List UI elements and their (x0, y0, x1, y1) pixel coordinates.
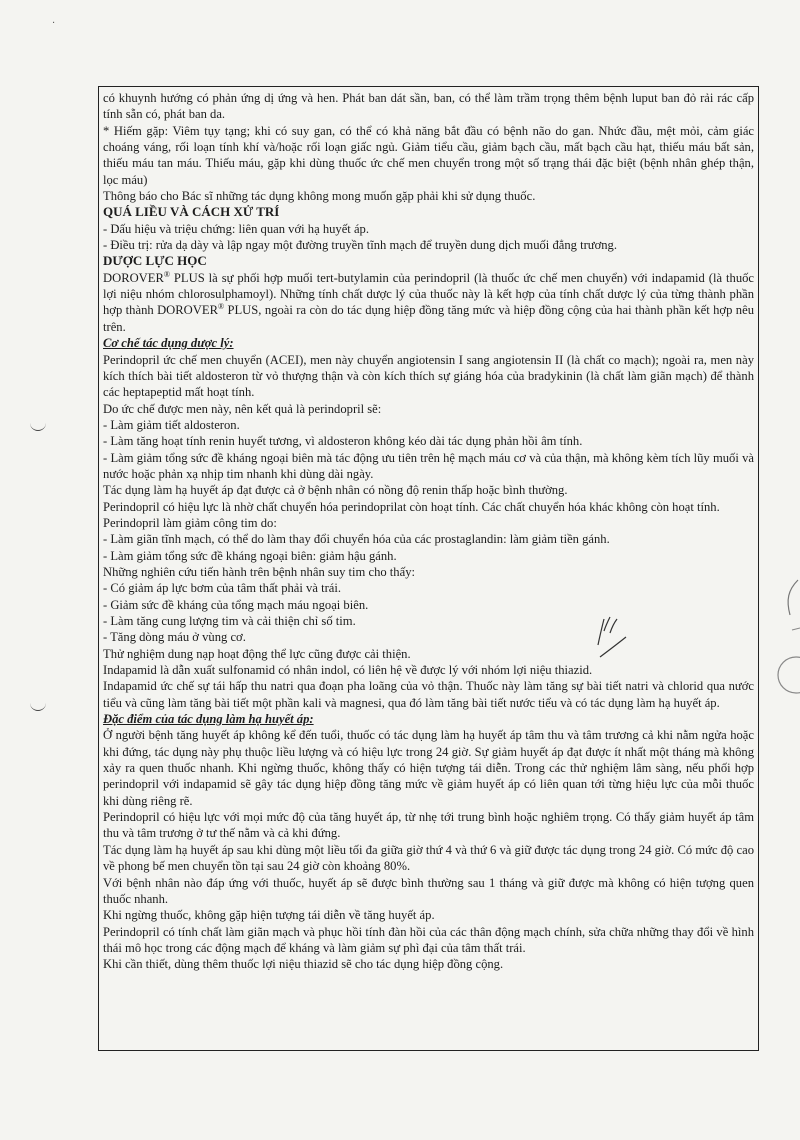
edge-stamp-mark (760, 560, 800, 720)
paragraph-text: DOROVER (103, 270, 164, 285)
body-paragraph: Perindopril có hiệu lực là nhờ chất chuyển hóa perindoprilat còn hoạt tính. Các chất chuyển hóa khác không còn hoạt tính. (103, 499, 720, 514)
body-paragraph: Thử nghiệm dung nạp hoạt động thể lực cũng được cải thiện. (103, 646, 411, 661)
body-paragraph: Indapamid ức chế sự tái hấp thu natri qua đoạn pha loãng của vỏ thận. Thuốc này làm tăng sự bài tiết natri và chlorid qua nước tiểu và cũng làm tăng bài tiết một phần kali và magnesi, qua đó làm tăng bài tiết nước tiểu và có tác dụng làm hạ huyết áp. (103, 679, 754, 710)
punch-hole-mark (30, 700, 46, 711)
section-heading: DƯỢC LỰC HỌC (103, 253, 207, 269)
body-paragraph: Do ức chế được men này, nên kết quả là perindopril sẽ: (103, 401, 382, 416)
body-paragraph: Những nghiên cứu tiến hành trên bệnh nhân suy tim cho thấy: (103, 564, 415, 579)
document-body (98, 86, 759, 1051)
body-paragraph: Ở người bệnh tăng huyết áp không kể đến tuổi, thuốc có tác dụng làm hạ huyết áp tâm thu và tâm trương cả khi nằm ngửa hoặc khi đứng, tác dụng này phụ thuộc liều lượng và có hiệu lực trong 24 giờ. Sự giảm huyết áp đạt được ít nhất một tháng mà không xảy ra quen thuốc nhanh. Khi ngừng thuốc, không thấy có hiện tượng tái diễn. Trong các thử nghiệm lâm sàng, nếu phối hợp perindopril với indapamid sẽ gây tác dụng hiệp đồng tăng mức về giảm huyết áp có liên quan tới từng hiệu lực của mỗi thuốc khi dùng riêng rẽ. (103, 728, 754, 808)
body-paragraph: Perindopril có hiệu lực với mọi mức độ của tăng huyết áp, từ nhẹ tới trung bình hoặc nghiêm trọng. Có thấy giảm huyết áp tâm thu và tâm trương ở tư thế nằm và cả khi đứng. (103, 810, 754, 841)
body-paragraph: - Làm tăng cung lượng tim và cải thiện chỉ số tim. (103, 614, 356, 628)
body-paragraph: - Tăng dòng máu ở vùng cơ. (103, 630, 246, 645)
body-paragraph: - Làm giãn tĩnh mạch, có thể do làm thay đổi chuyển hóa của các prostaglandin: làm giảm tiền gánh. (103, 532, 610, 547)
body-paragraph: Perindopril ức chế men chuyển (ACEI), men này chuyển angiotensin I sang angiotensin II (là chất co mạch); ngoài ra, men này kích thích bài tiết aldosteron từ vỏ thượng thận và còn kích thích sự giáng hóa của bradykinin (là chất làm giãn mạch) để thành các heptapeptid mất hoạt tính. (103, 352, 754, 400)
body-paragraph: - Có giảm áp lực bơm của tâm thất phải và trái. (103, 581, 342, 596)
body-paragraph: - Điều trị: rửa dạ dày và lập ngay một đường truyền tĩnh mạch để truyền dung dịch muối đẳng trương. (103, 238, 617, 253)
body-paragraph: Perindopril làm giảm công tim do: (103, 515, 277, 530)
punch-hole-mark (30, 420, 46, 431)
subsection-heading: Đặc điểm của tác dụng làm hạ huyết áp: (103, 712, 314, 727)
body-paragraph: Thông báo cho Bác sĩ những tác dụng không mong muốn gặp phải khi sử dụng thuốc. (103, 189, 536, 204)
body-paragraph: Với bệnh nhân nào đáp ứng với thuốc, huyết áp sẽ được bình thường sau 1 tháng và giữ được mà không có hiện tượng quen thuốc nhanh. (103, 875, 754, 906)
body-paragraph: có khuynh hướng có phản ứng dị ứng và hen. Phát ban dát sần, ban, có thể làm trầm trọng thêm bệnh luput ban đỏ rải rác cấp tính sẵn có, phát ban da. (103, 91, 754, 122)
body-paragraph: Perindopril có tính chất làm giãn mạch và phục hồi tính đàn hồi của các thân động mạch chính, sửa chữa những thay đổi về hình thái mô học trong các động mạch để kháng và làm giảm sự phì đại của tâm thất trái. (103, 924, 754, 955)
body-paragraph: Tác dụng làm hạ huyết áp đạt được cả ở bệnh nhân có nồng độ renin thấp hoặc bình thường. (103, 483, 568, 498)
body-paragraph: - Làm giảm tiết aldosteron. (103, 417, 240, 432)
scan-speck: · (52, 18, 56, 29)
signature-mark (592, 605, 632, 665)
body-paragraph: - Làm tăng hoạt tính renin huyết tương, vì aldosteron không kéo dài tác dụng phản hồi âm tính. (103, 434, 583, 449)
body-paragraph: - Dấu hiệu và triệu chứng: liên quan với hạ huyết áp. (103, 221, 369, 236)
registered-mark: ® (217, 302, 225, 312)
body-paragraph (103, 270, 754, 335)
subsection-heading: Cơ chế tác dụng dược lý: (103, 336, 234, 351)
body-paragraph: - Làm giảm tổng sức đề kháng ngoại biên mà tác động ưu tiên trên hệ mạch máu cơ và của thận, mà không kèm tích lũy muối và nước hoặc phản xạ nhịp tim nhanh khi dùng dài ngày. (103, 450, 754, 481)
body-paragraph: - Giảm sức đề kháng của tổng mạch máu ngoại biên. (103, 597, 369, 612)
registered-mark: ® (163, 269, 170, 279)
section-heading: QUÁ LIỀU VÀ CÁCH XỬ TRÍ (103, 204, 280, 220)
paragraph-text: PLUS là sự phối hợp muối tert-butylamin của perindopril (là thuốc ức chế men chuyển) với indapamid (là thuốc lợi niệu nhóm chlorosulphamoyl). Những tính chất dược lý của thuốc này là kết hợp của tính chất dược lý của từng thành phần hợp thành DOROVER (103, 270, 754, 318)
paragraph-text: PLUS, ngoài ra còn do tác dụng hiệp đồng tăng mức và hiệp đồng cộng của hai thành phần kết hợp nêu trên. (103, 303, 754, 334)
body-paragraph: * Hiếm gặp: Viêm tụy tạng; khi có suy gan, có thể có khả năng bắt đầu có bệnh não do gan. Nhức đầu, mệt mỏi, cảm giác choáng váng, rối loạn tính khí và/hoặc rối loạn giấc ngủ. Giảm tiểu cầu, giảm bạch cầu, mất bạch cầu hạt, thiếu máu bất sản, thiếu máu tan máu. Thiếu máu, gặp khi dùng thuốc ức chế men chuyển trong một số trạng thái đặc biệt (bệnh nhân ghép thận, lọc máu) (103, 123, 754, 187)
body-paragraph: Tác dụng làm hạ huyết áp sau khi dùng một liều tối đa giữa giờ thứ 4 và thứ 6 và giữ được tác dụng trong 24 giờ. Có mức độ cao về phong bế men chuyển tồn tại sau 24 giờ còn khoảng 80%. (103, 842, 754, 874)
body-paragraph: Khi ngừng thuốc, không gặp hiện tượng tái diễn về tăng huyết áp. (103, 908, 435, 923)
body-paragraph: - Làm giảm tổng sức đề kháng ngoại biên: giảm hậu gánh. (103, 548, 397, 563)
body-paragraph: Khi cần thiết, dùng thêm thuốc lợi niệu thiazid sẽ cho tác dụng hiệp đồng cộng. (103, 957, 504, 972)
body-paragraph: Indapamid là dẫn xuất sulfonamid có nhân indol, có liên hệ về được lý với nhóm lợi niệu thiazid. (103, 663, 593, 678)
